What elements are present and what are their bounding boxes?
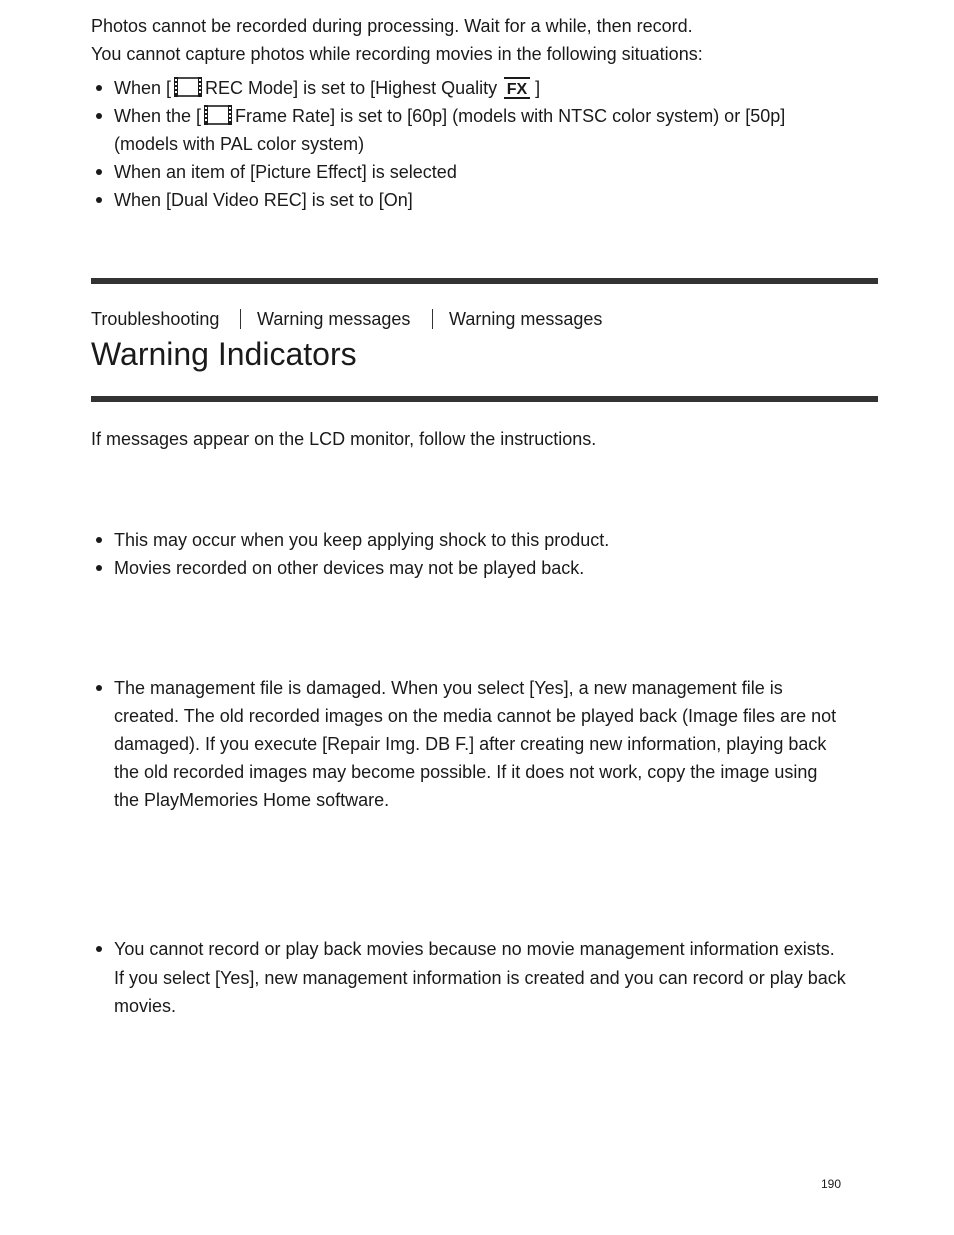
section-divider-bottom	[91, 396, 878, 402]
list-item: Movies recorded on other devices may not be played back.	[114, 558, 585, 578]
bullet	[96, 565, 102, 571]
list-item-line: damaged). If you execute [Repair Img. DB F.] after creating new information, playing back	[114, 734, 827, 754]
list-item-line: The management file is damaged. When you select [Yes], a new management file is	[114, 678, 783, 698]
breadcrumb-separator	[432, 309, 433, 329]
situation-item-frame-rate: When the [ Frame Rate] is set to [60p] (models with NTSC color system) or [50p]	[114, 104, 785, 132]
situation-item-frame-rate-cont: (models with PAL color system)	[114, 134, 365, 154]
breadcrumb-warning-messages-1[interactable]: Warning messages	[257, 309, 411, 329]
list-item-line: the PlayMemories Home software.	[114, 790, 390, 810]
bullet	[96, 946, 102, 952]
page-title: Warning Indicators	[91, 336, 357, 372]
list-item-line: created. The old recorded images on the media cannot be played back (Image files are not	[114, 706, 837, 726]
breadcrumb-troubleshooting[interactable]: Troubleshooting	[91, 309, 220, 329]
list-item-line: movies.	[114, 996, 177, 1016]
section-divider-top	[91, 278, 878, 284]
bullet	[96, 537, 102, 543]
situation-item-picture-effect: When an item of [Picture Effect] is selected	[114, 162, 457, 182]
bullet	[96, 169, 102, 175]
bullet	[96, 197, 102, 203]
bullet	[96, 85, 102, 91]
svg-text:FX: FX	[506, 81, 528, 98]
list-item: This may occur when you keep applying shock to this product.	[114, 530, 610, 550]
list-item-line: You cannot record or play back movies because no movie management information exists.	[114, 939, 835, 959]
movie-film-icon	[173, 76, 203, 104]
list-item-line: If you select [Yes], new management information is created and you can record or play back	[114, 968, 846, 988]
fx-quality-icon	[503, 76, 531, 106]
breadcrumb-warning-messages-2[interactable]: Warning messages	[449, 309, 603, 329]
list-item-line: the old recorded images may become possible. If it does not work, copy the image using	[114, 762, 818, 782]
movie-film-icon	[203, 104, 233, 132]
breadcrumb-separator	[240, 309, 241, 329]
intro-line-1: Photos cannot be recorded during processing. Wait for a while, then record.	[91, 16, 693, 36]
bullet	[96, 685, 102, 691]
bullet	[96, 113, 102, 119]
page-number: 190	[821, 1177, 842, 1191]
instruction-text: If messages appear on the LCD monitor, follow the instructions.	[91, 429, 597, 449]
situation-item-dual-video: When [Dual Video REC] is set to [On]	[114, 190, 413, 210]
intro-line-2: You cannot capture photos while recording movies in the following situations:	[91, 44, 703, 64]
situation-item-rec-mode: When [ REC Mode] is set to [Highest Quality FX ]	[114, 76, 540, 106]
